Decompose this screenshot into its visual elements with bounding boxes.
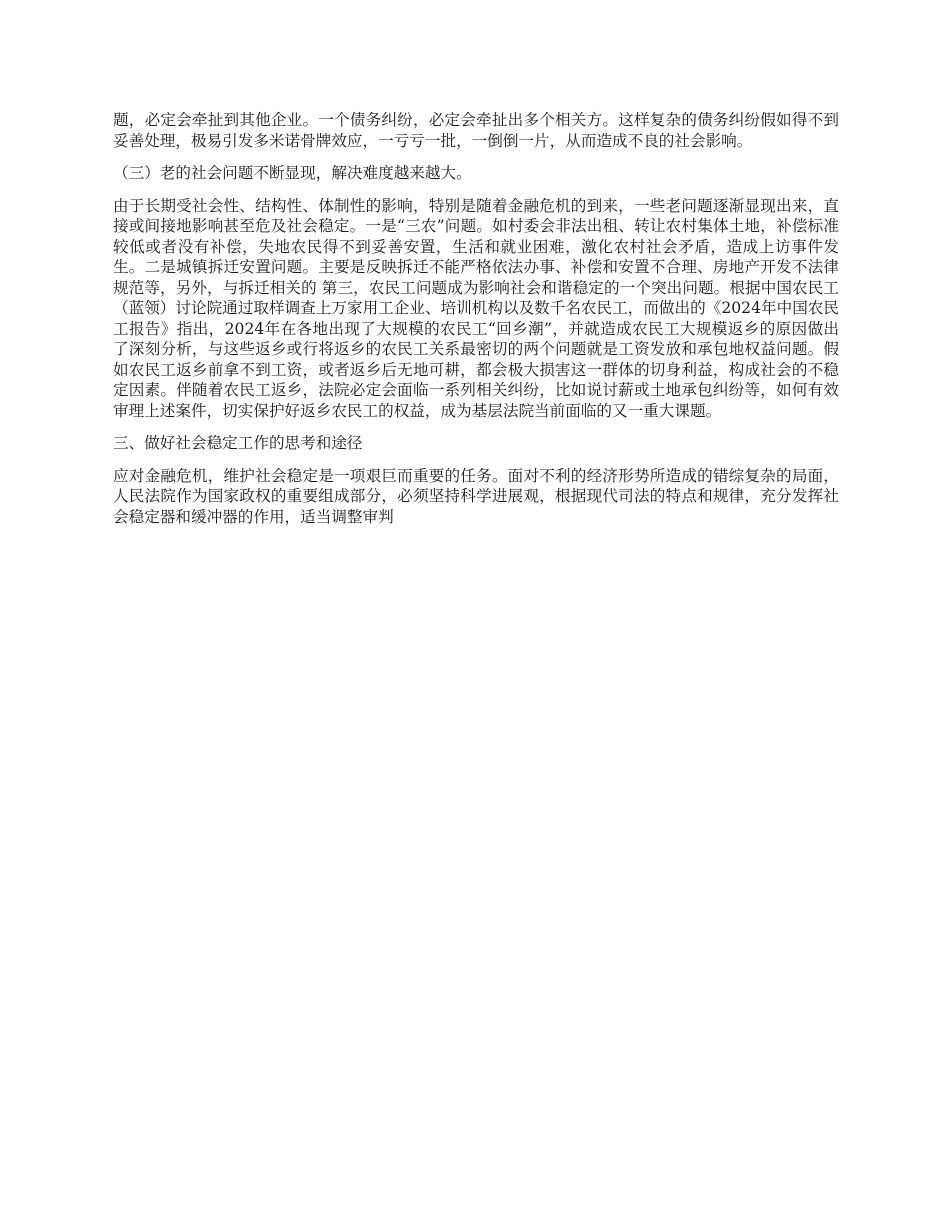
paragraph-debt-dispute: 题，必定会牵扯到其他企业。一个债务纠纷，必定会牵扯出多个相关方。这样复杂的债务纠纷假如得不到妥善处理，极易引发多米诺骨牌效应，一亏亏一批，一倒倒一片，从而造成不良的社会影响。 — [113, 111, 839, 150]
paragraph-financial-crisis-response: 应对金融危机，维护社会稳定是一项艰巨而重要的任务。面对不利的经济形势所造成的错综复杂的局面，人民法院作为国家政权的重要组成部分，必须坚持科学进展观，根据现代司法的特点和规律，充分发挥社会稳定器和缓冲器的作用，适当调整审判 — [113, 466, 839, 526]
document-page — [113, 110, 839, 539]
paragraph-old-problems-detail: 由于长期受社会性、结构性、体制性的影响，特别是随着金融危机的到来，一些老问题逐渐显现出来，直接或间接地影响甚至危及社会稳定。一是“三农”问题。如村委会非法出租、转让农村集体土地，补偿标准较低或者没有补偿，失地农民得不到妥善安置，生活和就业困难，激化农村社会矛盾，造成上访事件发生。二是城镇拆迁安置问题。主要是反映拆迁不能严格依法办事、补偿和安置不合理、房地产开发不法律规范等，另外，与拆迁相关的 第三，农民工问题成为影响社会和谐稳定的一个突出问题。根据中国农民工（蓝领）讨论院通过取样调查上万家用工企业、培训机构以及数千名农民工，而做出的《2024年中国农民工报告》指出，2024年在各地出现了大规模的农民工“回乡潮”，并就造成农民工大规模返乡的原因做出了深刻分析，与这些返乡或行将返乡的农民工关系最密切的两个问题就是工资发放和承包地权益问题。假如农民工返乡前拿不到工资，或者返乡后无地可耕，都会极大损害这一群体的切身利益，构成社会的不稳定因素。伴随着农民工返乡，法院必定会面临一系列相关纠纷，比如说讨薪或土地承包纠纷等，如何有效审理上述案件，切实保护好返乡农民工的权益，成为基层法院当前面临的又一重大课题。 — [113, 196, 839, 420]
section-heading-old-social-problems: （三）老的社会问题不断显现，解决难度越来越大。 — [113, 164, 472, 182]
section-heading-stability-work: 三、做好社会稳定工作的思考和途径 — [113, 434, 363, 452]
